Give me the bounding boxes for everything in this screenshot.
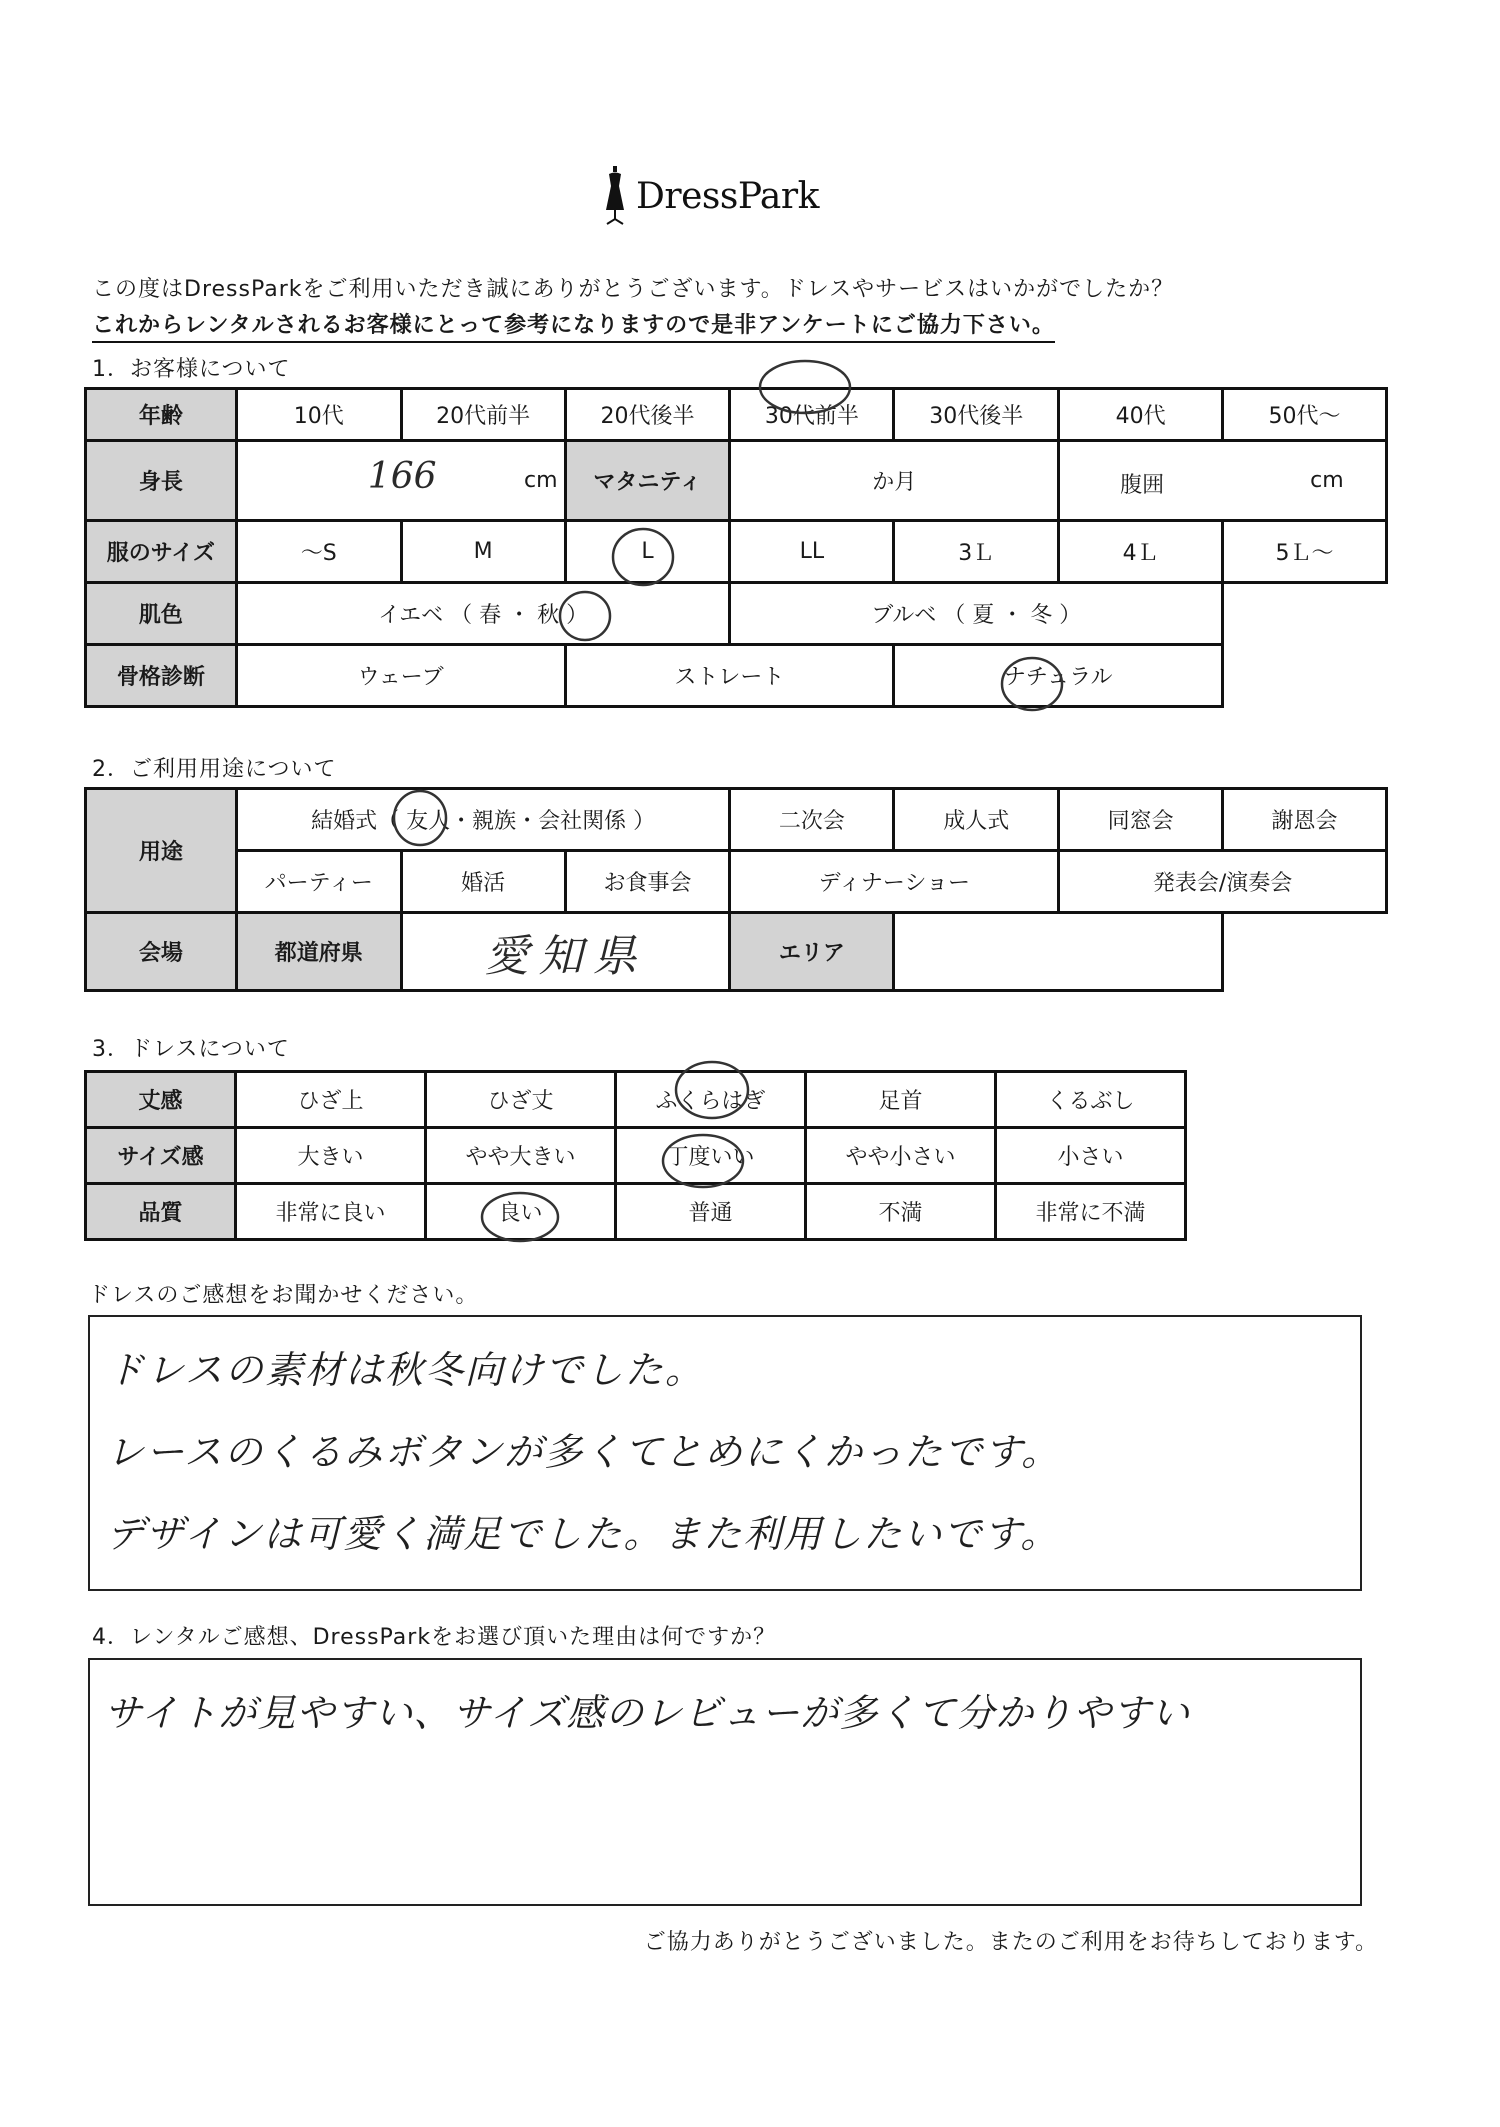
- length-option-selected[interactable]: ふくらはぎ: [616, 1072, 806, 1128]
- height-unit: cm: [524, 468, 558, 493]
- dress-form-icon: [600, 166, 630, 226]
- skeleton-option[interactable]: ストレート: [565, 645, 894, 707]
- rental-comment-box[interactable]: [88, 1658, 1362, 1906]
- purpose-option[interactable]: ディナーショー: [730, 851, 1059, 913]
- section-2-title: 2．ご利用用途について: [92, 757, 337, 782]
- age-option[interactable]: 30代後半: [894, 389, 1059, 441]
- age-option-selected[interactable]: 30代前半: [730, 389, 894, 441]
- prefecture-label: 都道府県: [236, 913, 401, 991]
- height-field[interactable]: [236, 441, 565, 521]
- height-label: 身長: [86, 441, 237, 521]
- fit-option[interactable]: やや大きい: [426, 1128, 616, 1184]
- skeleton-label: 骨格診断: [86, 645, 237, 707]
- dress-comment-line: レースのくるみボタンが多くてとめにくかったです。: [106, 1430, 1062, 1474]
- section-1-title: 1．お客様について: [92, 357, 291, 382]
- purpose-wedding-option[interactable]: 結婚式（ 友人・親族・会社関係 ）: [236, 789, 730, 851]
- fit-option[interactable]: やや小さい: [806, 1128, 996, 1184]
- length-option[interactable]: ひざ上: [236, 1072, 426, 1128]
- age-label: 年齢: [86, 389, 237, 441]
- age-option[interactable]: 50代～: [1223, 389, 1387, 441]
- purpose-option[interactable]: お食事会: [565, 851, 730, 913]
- purpose-option[interactable]: 同窓会: [1059, 789, 1223, 851]
- quality-option[interactable]: 普通: [616, 1184, 806, 1240]
- length-option[interactable]: ひざ丈: [426, 1072, 616, 1128]
- intro-line-1: この度はDressParkをご利用いただき誠にありがとうございます。ドレスやサービスはいかがでしたか？: [92, 277, 1175, 302]
- dress-table: [84, 1070, 1187, 1241]
- length-option[interactable]: くるぶし: [996, 1072, 1186, 1128]
- fit-option-selected[interactable]: 丁度いい: [616, 1128, 806, 1184]
- waist-label: 腹囲: [1120, 473, 1165, 498]
- rental-comment-line: サイトが見やすい、サイズ感のレビューが多くて分かりやすい: [104, 1691, 1191, 1735]
- area-label: エリア: [730, 913, 894, 991]
- skin-blue-option[interactable]: ブルベ （ 夏 ・ 冬 ）: [730, 583, 1223, 645]
- age-option[interactable]: 20代後半: [565, 389, 730, 441]
- purpose-option[interactable]: 成人式: [894, 789, 1059, 851]
- size-label: 服のサイズ: [86, 521, 237, 583]
- closing-message: ご協力ありがとうございました。またのご利用をお待ちしております。: [643, 1930, 1378, 1955]
- venue-label: 会場: [86, 913, 237, 991]
- purpose-label: 用途: [86, 789, 237, 913]
- quality-option-selected[interactable]: 良い: [426, 1184, 616, 1240]
- age-option[interactable]: 20代前半: [401, 389, 565, 441]
- waist-unit: cm: [1310, 468, 1344, 493]
- fit-label: サイズ感: [86, 1128, 236, 1184]
- section-4-title: 4．レンタルご感想、DressParkをお選び頂いた理由は何ですか？: [92, 1625, 777, 1650]
- customer-table: [84, 387, 1388, 708]
- quality-option[interactable]: 不満: [806, 1184, 996, 1240]
- area-field[interactable]: [894, 913, 1223, 991]
- quality-option[interactable]: 非常に良い: [236, 1184, 426, 1240]
- maternity-field[interactable]: か月: [730, 441, 1059, 521]
- brand-name: DressPark: [636, 175, 819, 217]
- size-option[interactable]: LL: [730, 521, 894, 583]
- purpose-option[interactable]: 二次会: [730, 789, 894, 851]
- skeleton-option-selected[interactable]: ナチュラル: [894, 645, 1223, 707]
- quality-option[interactable]: 非常に不満: [996, 1184, 1186, 1240]
- section-3-title: 3．ドレスについて: [92, 1037, 290, 1062]
- skin-label: 肌色: [86, 583, 237, 645]
- dress-comment-box[interactable]: [88, 1315, 1362, 1591]
- prefecture-value[interactable]: 愛知県: [401, 913, 730, 991]
- size-option[interactable]: M: [401, 521, 565, 583]
- size-option[interactable]: 3Ｌ: [894, 521, 1059, 583]
- length-option[interactable]: 足首: [806, 1072, 996, 1128]
- purpose-option[interactable]: 婚活: [401, 851, 565, 913]
- maternity-label: マタニティ: [565, 441, 730, 521]
- purpose-table: [84, 787, 1388, 992]
- skeleton-option[interactable]: ウェーブ: [236, 645, 565, 707]
- dress-comment-line: ドレスの素材は秋冬向けでした。: [106, 1348, 705, 1392]
- dress-comment-line: デザインは可愛く満足でした。また利用したいです。: [106, 1512, 1061, 1556]
- height-value: 166: [367, 456, 437, 497]
- fit-option[interactable]: 大きい: [236, 1128, 426, 1184]
- intro-line-2: これからレンタルされるお客様にとって参考になりますので是非アンケートにご協力下さい。: [92, 308, 1055, 343]
- purpose-option[interactable]: パーティー: [236, 851, 401, 913]
- size-option[interactable]: ～S: [236, 521, 401, 583]
- dress-comment-prompt: ドレスのご感想をお聞かせください。: [88, 1283, 479, 1308]
- waist-field[interactable]: [1059, 441, 1387, 521]
- skin-yellow-option[interactable]: イエベ （ 春 ・ 秋 ）: [236, 583, 730, 645]
- size-option[interactable]: 4Ｌ: [1059, 521, 1223, 583]
- age-option[interactable]: 40代: [1059, 389, 1223, 441]
- purpose-option[interactable]: 謝恩会: [1223, 789, 1387, 851]
- size-option-selected[interactable]: L: [565, 521, 730, 583]
- age-option[interactable]: 10代: [236, 389, 401, 441]
- length-label: 丈感: [86, 1072, 236, 1128]
- fit-option[interactable]: 小さい: [996, 1128, 1186, 1184]
- size-option[interactable]: 5Ｌ～: [1223, 521, 1387, 583]
- purpose-option[interactable]: 発表会/演奏会: [1059, 851, 1387, 913]
- quality-label: 品質: [86, 1184, 236, 1240]
- brand-logo: [600, 166, 819, 226]
